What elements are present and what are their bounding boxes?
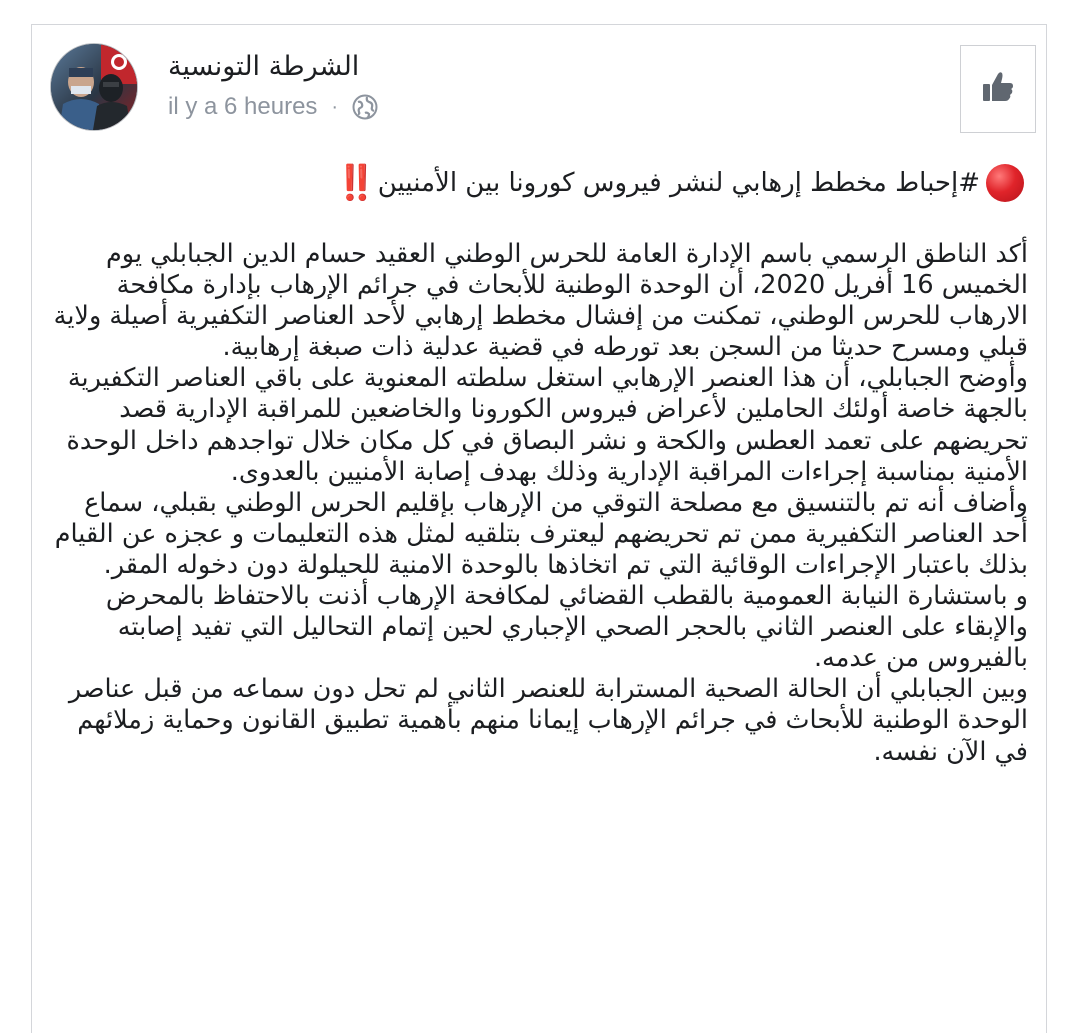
page-name[interactable]: الشرطة التونسية (168, 51, 360, 82)
post-meta (168, 91, 378, 123)
post-paragraph-3: وأضاف أنه تم بالتنسيق مع مصلحة التوقي من الإرهاب بإقليم الحرس الوطني بقبلي، سماع أحد العناصر التكفيرية ممن تم تحريضهم ليعترف بتلقيه لمثل هذه التعليمات و عجزه عن القيام بذلك باعتبار الإجراءات الوقائية التي تم اتخاذها بالوحدة الامنية للحيلولة دون دخوله المقر. (54, 487, 1028, 580)
post-paragraph-1: أكد الناطق الرسمي باسم الإدارة العامة للحرس الوطني العقيد حسام الدين الجبابلي يوم الخميس 16 أفريل 2020، أن الوحدة الوطنية للأبحاث في جرائم الإرهاب بإدارة مكافحة الارهاب للحرس الوطني، تمكنت من إفشال مخطط إرهابي لأحد العناصر التكفيرية أصيلة ولاية قبلي ومسرح حديثا من السجن بعد تورطه في قضية عدلية ذات صبغة إرهابية. (53, 239, 1028, 363)
red-circle-icon (986, 164, 1024, 202)
post-card (31, 24, 1047, 1033)
like-page-button[interactable] (960, 45, 1036, 133)
double-exclamation-icon: ‼️ (335, 163, 372, 203)
post-timestamp[interactable]: il y a 6 heures (168, 93, 318, 120)
thumbs-up-icon (980, 69, 1016, 109)
previous-post-edge (0, 0, 1080, 22)
page-avatar[interactable] (50, 43, 138, 131)
avatar-image (51, 44, 137, 130)
post-body (52, 239, 1028, 768)
post-headline (64, 163, 1024, 203)
headline-text[interactable]: #إحباط مخطط إرهابي لنشر فيروس كورونا بين الأمنيين (377, 168, 980, 198)
meta-separator: · (331, 95, 339, 118)
post-paragraph-4: و باستشارة النيابة العمومية بالقطب القضائي لمكافحة الإرهاب أذنت بالاحتفاظ بالمحرض والإبقاء على العنصر الثاني بالحجر الصحي الإجباري لحين إتمام التحاليل التي تفيد إصابته بالفيروس من عدمه. (105, 581, 1028, 674)
globe-icon (352, 94, 378, 120)
post-paragraph-5: وبين الجبابلي أن الحالة الصحية المسترابة للعنصر الثاني لم تحل دون سماعه من قبل عناصر الوحدة الوطنية للأبحاث في جرائم الإرهاب إيمانا منهم بأهمية تطبيق القانون وحماية زملائهم في الآن نفسه. (68, 674, 1028, 767)
post-paragraph-2: وأوضح الجبابلي، أن هذا العنصر الإرهابي استغل سلطته المعنوية على باقي العناصر التكفيرية بالجهة خاصة أولئك الحاملين لأعراض فيروس الكورونا والخاضعين للمراقبة الإدارية قصد تحريضهم على تعمد العطس والكحة و نشر البصاق في كل مكان خلال تواجدهم داخل الوحدة الأمنية بمناسبة إجراءات المراقبة الإدارية وذلك بهدف إصابة الأمنيين بالعدوى. (66, 363, 1028, 487)
